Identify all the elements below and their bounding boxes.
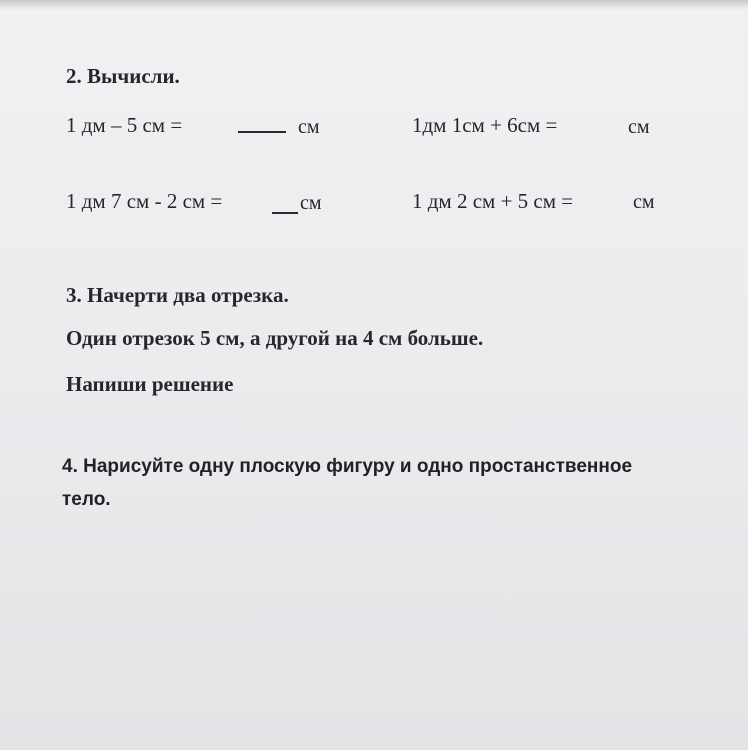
task2-row2-right-unit: см	[633, 191, 655, 213]
task3-title: 3. Начерти два отрезка.	[66, 283, 289, 307]
task2-title: 2. Вычисли.	[66, 64, 180, 88]
task3-line1: Один отрезок 5 см, а другой на 4 см больше.	[66, 326, 484, 350]
task2-row1-right-expression: 1дм 1см + 6см =	[412, 113, 558, 137]
paper-top-edge	[0, 0, 748, 10]
task2-row1-left-unit: см	[298, 116, 320, 138]
task3-line2: Напиши решение	[66, 372, 234, 396]
task2-row2-left-unit: см	[300, 192, 322, 214]
answer-blank	[238, 131, 286, 133]
task4-line2: тело.	[62, 489, 111, 510]
task2-row2-right-expression: 1 дм 2 см + 5 см =	[412, 189, 574, 213]
task2-row1-left-expression: 1 дм – 5 см =	[66, 113, 183, 137]
task2-row2-left-expression: 1 дм 7 см - 2 см =	[66, 189, 223, 213]
task4-line1: 4. Нарисуйте одну плоскую фигуру и одно простанственное	[62, 456, 633, 477]
task2-row1-right-unit: см	[628, 116, 650, 138]
answer-blank	[272, 212, 298, 214]
